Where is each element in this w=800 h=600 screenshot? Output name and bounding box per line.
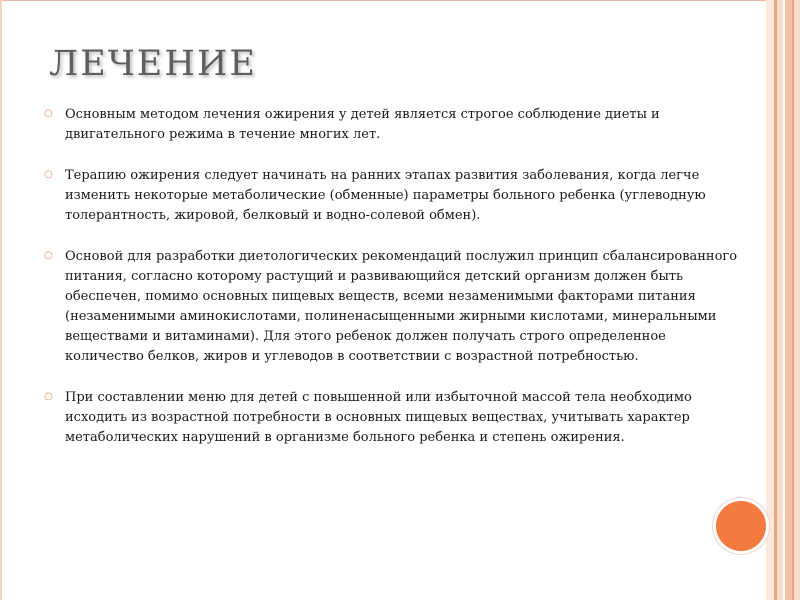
bullet-text: Терапию ожирения следует начинать на ранних этапах развития заболевания, когда легче изменить некоторые метаболические (обменные) параметры больного ребенка (углеводную толерантность, жировой, белковый и водно-солевой обмен). [65, 168, 706, 223]
bullet-text: Основой для разработки диетологических рекомендаций послужил принцип сбалансированного питания, согласно которому растущий и развивающийся детский организм должен быть обеспечен, помимо основных пищевых веществ, всеми незаменимыми факторами питания (незаменимыми аминокислотами, полиненасыщенными жирными кислотами, минеральными веществами и витаминами). Для этого ребенок должен получать строго определенное количество белков, жиров и углеводов в соответствии с возрастной потребностью. [65, 249, 738, 364]
bullet-text: При составлении меню для детей с повышенной или избыточной массой тела необходимо исходить из возрастной потребности в основных пищевых веществах, учитывать характер метаболических нарушений в организме больного ребенка и степень ожирения. [65, 390, 692, 445]
hollow-circle-icon: ○ [44, 250, 53, 261]
left-border [0, 0, 2, 600]
stripe [794, 0, 800, 600]
decorative-stripes [766, 0, 800, 600]
hollow-circle-icon: ○ [44, 391, 53, 402]
top-border [0, 0, 800, 1]
bullet-item [44, 388, 744, 448]
hollow-circle-icon: ○ [44, 169, 53, 180]
stripe [766, 0, 774, 600]
bullet-item [44, 105, 744, 145]
stripe [785, 0, 792, 600]
bullet-item [44, 166, 744, 226]
bullet-text: Основным методом лечения ожирения у детей является строгое соблюдение диеты и двигательного режима в течение многих лет. [65, 107, 660, 142]
bullet-list [44, 105, 744, 448]
bullet-item [44, 247, 744, 367]
orange-circle-decoration [713, 498, 769, 554]
slide-title: ЛЕЧЕНИЕ [49, 44, 257, 84]
hollow-circle-icon: ○ [44, 108, 53, 119]
